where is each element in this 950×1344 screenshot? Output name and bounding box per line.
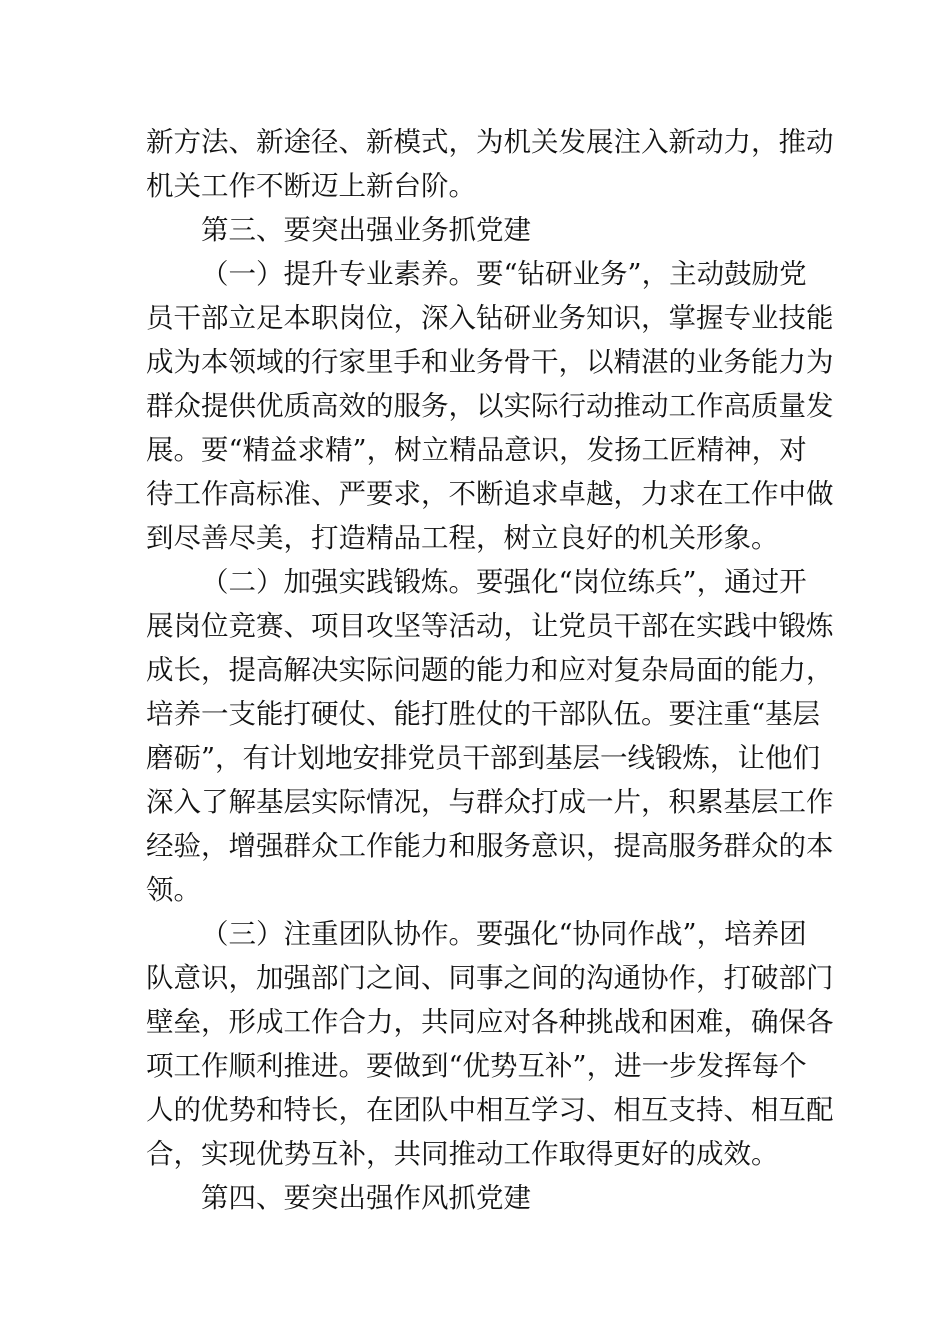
section-heading: 第四、要突出强作风抓党建: [201, 1182, 531, 1214]
text-line: 展岗位竞赛、项目攻坚等活动，让党员干部在实践中锻炼: [146, 610, 834, 642]
text-line: 合，实现优势互补，共同推动工作取得更好的成效。: [146, 1138, 779, 1170]
section-heading: 第三、要突出强业务抓党建: [201, 214, 531, 246]
text-line: 机关工作不断迈上新台阶。: [146, 170, 476, 202]
text-line: 成长，提高解决实际问题的能力和应对复杂局面的能力，: [146, 654, 834, 686]
text-line: 领。: [146, 874, 201, 906]
text-line: 培养一支能打硬仗、能打胜仗的干部队伍。要注重“基层: [146, 698, 821, 730]
text-line: 磨砺”，有计划地安排党员干部到基层一线锻炼，让他们: [146, 742, 821, 774]
paragraph-first-line: （一）提升专业素养。要“钻研业务”，主动鼓励党: [201, 258, 807, 290]
text-line: 到尽善尽美，打造精品工程，树立良好的机关形象。: [146, 522, 779, 554]
text-line: 展。要“精益求精”，树立精品意识，发扬工匠精神，对: [146, 434, 807, 466]
text-line: 待工作高标准、严要求，不断追求卓越，力求在工作中做: [146, 478, 834, 510]
text-line: 群众提供优质高效的服务，以实际行动推动工作高质量发: [146, 390, 834, 422]
paragraph-first-line: （二）加强实践锻炼。要强化“岗位练兵”，通过开: [201, 566, 807, 598]
text-line: 壁垒，形成工作合力，共同应对各种挑战和困难，确保各: [146, 1006, 834, 1038]
text-line: 队意识，加强部门之间、同事之间的沟通协作，打破部门: [146, 962, 834, 994]
text-line: 新方法、新途径、新模式，为机关发展注入新动力，推动: [146, 126, 834, 158]
text-line: 员干部立足本职岗位，深入钻研业务知识，掌握专业技能: [146, 302, 834, 334]
paragraph-first-line: （三）注重团队协作。要强化“协同作战”，培养团: [201, 918, 807, 950]
text-line: 经验，增强群众工作能力和服务意识，提高服务群众的本: [146, 830, 834, 862]
text-line: 深入了解基层实际情况，与群众打成一片，积累基层工作: [146, 786, 834, 818]
text-line: 成为本领域的行家里手和业务骨干，以精湛的业务能力为: [146, 346, 834, 378]
text-line: 人的优势和特长，在团队中相互学习、相互支持、相互配: [146, 1094, 834, 1126]
text-line: 项工作顺利推进。要做到“优势互补”，进一步发挥每个: [146, 1050, 807, 1082]
